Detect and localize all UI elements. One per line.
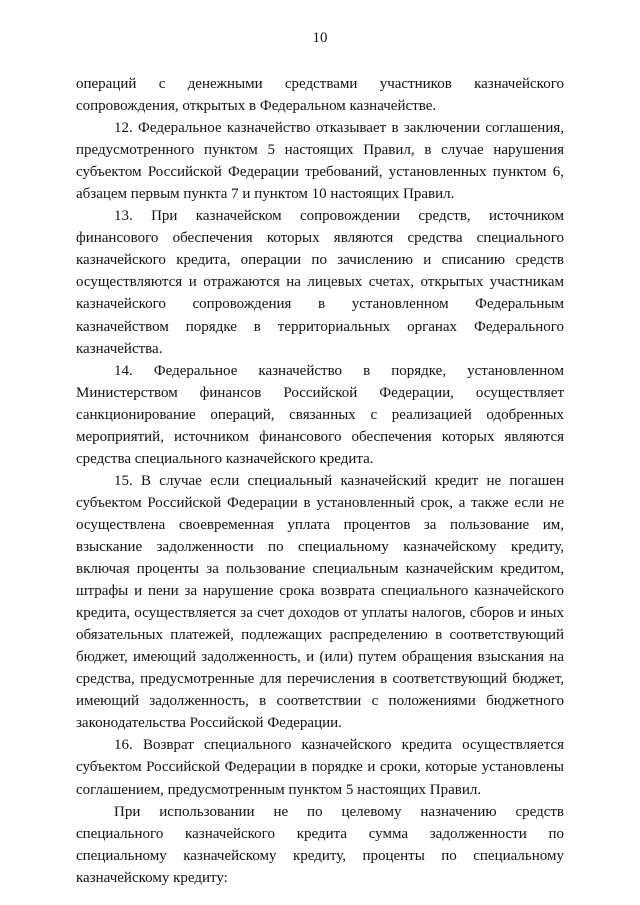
paragraph-14: 14. Федеральное казначейство в порядке, установленном Министерством финансов Российской Федерации, осуществляет санкционирование операций, связанных с реализацией одобренных мероприятий, источником финансового обеспечения которых являются средства специального казначейского кредита. [76, 362, 564, 467]
paragraph-12: 12. Федеральное казначейство отказывает в заключении соглашения, предусмотренного пунктом 5 настоящих Правил, в случае нарушения субъектом Российской Федерации требований, установленных пунктом 6, абзацем первым пункта 7 и пунктом 10 настоящих Правил. [76, 120, 564, 203]
paragraph-continuation: операций с денежными средствами участников казначейского сопровождения, открытых в Федеральном казначействе. [76, 76, 564, 115]
document-body [76, 73, 564, 889]
paragraph-16: 16. Возврат специального казначейского кредита осуществляется субъектом Российской Федерации в порядке и сроки, которые установлены соглашением, предусмотренным пунктом 5 настоящих Правил. [76, 737, 564, 798]
page-number: 10 [312, 30, 328, 46]
paragraph-13: 13. При казначейском сопровождении средств, источником финансового обеспечения которых являются средства специального казначейского кредита, операции по зачислению и списанию средств осуществляются и отражаются на лицевых счетах, открытых участникам казначейского сопровождения в установленном Федеральным казначейством порядке в территориальных органах Федерального казначейства. [76, 208, 564, 357]
paragraph-15: 15. В случае если специальный казначейский кредит не погашен субъектом Российской Федерации в установленный срок, а также если не осуществлена своевременная уплата процентов за пользование им, взыскание задолженности по специальному казначейскому кредиту, включая проценты за пользование специальным казначейским кредитом, штрафы и пени за нарушение срока возврата специального казначейского кредита, осуществляется за счет доходов от уплаты налогов, сборов и иных обязательных платежей, подлежащих распределению в соответствующий бюджет, имеющий задолженность, и (или) путем обращения взыскания на средства, предусмотренные для перечисления в соответствующий бюджет, имеющий задолженность, в соответствии с положениями бюджетного законодательства Российской Федерации. [76, 472, 564, 732]
paragraph-16-second: При использовании не по целевому назначению средств специального казначейского кредита сумма задолженности по специальному казначейскому кредиту, проценты по специальному казначейскому кредиту: [76, 803, 564, 886]
